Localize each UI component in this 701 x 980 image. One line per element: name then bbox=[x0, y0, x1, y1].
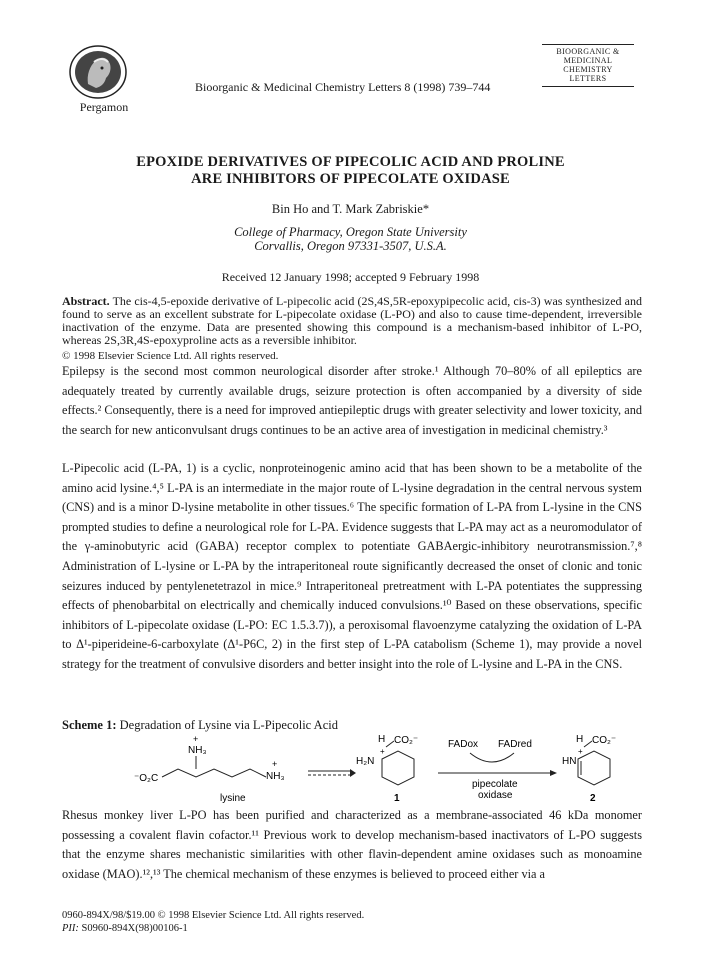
body-paragraph-3: Rhesus monkey liver L-PO has been purified and characterized as a membrane-associated 46 kDa monomer possessing a covalent flavin cofactor.¹¹ Previous work to develop mechanism-based inactivators of L-PO suggests that the enzyme shares mechanistic similarities with other flavin-dependent amine oxidases such as monoamine oxidase (MAO).¹²,¹³ The chemical mechanism of these enzymes is believed to proceed either via a bbox=[62, 808, 642, 881]
compound2-number: 2 bbox=[590, 793, 596, 803]
affiliation bbox=[0, 225, 701, 253]
body-paragraph-1: Epilepsy is the second most common neurological disorder after stroke.¹ Although 70–80% of all epileptics are adequately treated by currently available drugs, seizure protection is often accompanied by a diversity of side effects.² Consequently, there is a need for improved antiepileptic drugs with greater selectivity and lower toxicity, and the search for new anticonvulsant drugs continues to be an active area of investigation in medicinal chemistry.³ bbox=[62, 364, 642, 437]
scheme-label: Scheme 1: bbox=[62, 718, 117, 732]
footer bbox=[62, 909, 364, 935]
lysine-nh3-top: NH₃ bbox=[188, 745, 207, 756]
lysine-plus: + bbox=[193, 734, 199, 744]
enzyme-line-1: pipecolate bbox=[472, 779, 518, 790]
body-paragraph-2: L-Pipecolic acid (L-PA, 1) is a cyclic, nonproteinogenic amino acid that has been shown to be a metabolite of the amino acid lysine.⁴,⁵ L-PA is an intermediate in the major route of L-lysine degradation in the central nervous system (CNS) and is a minor D-lysine metabolite in other tissues.⁶ The specific formation of L-PA from L-lysine in the CNS prompted studies to define a neurological role for L-PA. Evidence suggests that L-PA may act as a neuromodulator of the γ-aminobutyric acid (GABA) receptor complex to potentiate GABAergic-inhibitory neurotransmission.⁷,⁸ Administration of L-lysine or L-PA by the intraperitoneal route significantly decreased the onset of clonic and tonic seizures induced by pentylenetetrazol in mice.⁹ Intraperitoneal pretreatment with L-PA potentiates the suppressing effects of phenobarbital on electrically and chemically induced convulsions.¹⁰ Based on these observations, specific inhibitors of L-pipecolate oxidase (L-PO: EC 1.5.3.7)), a peroxisomal flavoenzyme catalyzing the oxidation of L-PA to Δ¹-piperideine-6-carboxylate (Δ¹-P6C, 2) in the first step of L-PA catabolism (Scheme 1), may provide a novel strategy for the treatment of convulsive disorders and better insight into the role of L-lysine and L-PA in the CNS. bbox=[62, 461, 642, 671]
brand-line-1: BIOORGANIC & bbox=[556, 47, 620, 56]
title-line-1: EPOXIDE DERIVATIVES OF PIPECOLIC ACID AND PROLINE bbox=[136, 154, 565, 170]
compound2-plus: + bbox=[578, 747, 583, 756]
publisher-name: Pergamon bbox=[79, 100, 129, 114]
enzyme-line-2: oxidase bbox=[478, 790, 513, 801]
brand-line-2: MEDICINAL CHEMISTRY bbox=[563, 56, 613, 74]
publisher-logo bbox=[66, 44, 130, 100]
article-title bbox=[0, 154, 701, 188]
title-line-2: ARE INHIBITORS OF PIPECOLATE OXIDASE bbox=[191, 171, 510, 187]
compound2-hn: HN bbox=[562, 756, 577, 767]
scheme-diagram bbox=[120, 733, 640, 803]
compound2-h: H bbox=[576, 734, 584, 745]
footer-pii bbox=[62, 922, 364, 935]
pii-value: S0960-894X(98)00106-1 bbox=[81, 923, 188, 934]
abstract-copyright: © 1998 Elsevier Science Ltd. All rights reserved. bbox=[62, 350, 279, 362]
affiliation-line-1: College of Pharmacy, Oregon State University bbox=[234, 225, 467, 239]
footer-copyright: 0960-894X/98/$19.00 © 1998 Elsevier Science Ltd. All rights reserved. bbox=[62, 910, 365, 921]
lysine-carboxylate: ⁻O₂C bbox=[134, 773, 159, 784]
compound1-plus: + bbox=[380, 747, 385, 756]
compound1-h: H bbox=[378, 734, 386, 745]
abstract bbox=[62, 295, 642, 347]
scheme-title bbox=[62, 718, 338, 733]
pii-label: PII: bbox=[62, 923, 79, 934]
authors: Bin Ho and T. Mark Zabriskie* bbox=[271, 202, 430, 216]
fad-ox-label: FADox bbox=[448, 739, 479, 750]
journal-brand bbox=[542, 44, 634, 89]
journal-citation: Bioorganic & Medicinal Chemistry Letters 8 (1998) 739–744 bbox=[195, 80, 491, 94]
abstract-text: The cis-4,5-epoxide derivative of L-pipecolic acid (2S,4S,5R-epoxypipecolic acid, cis-3) was synthesized and found to serve as an excellent substrate for L-pipecolate oxidase (L-PO) and also to cause time-dependent, irreversible inactivation of the enzyme. Data are presented showing this compound is a mechanism-based inhibitor of L-PO, whereas 2S,3R,4S-epoxyproline acts as a reversible inhibitor. bbox=[62, 294, 642, 347]
compound1-h2n: H₂N bbox=[356, 756, 375, 767]
compound2-co2: CO₂⁻ bbox=[592, 735, 617, 746]
compound1-co2: CO₂⁻ bbox=[394, 735, 419, 746]
fad-red-label: FADred bbox=[498, 739, 532, 750]
scheme-caption: Degradation of Lysine via L-Pipecolic Acid bbox=[119, 718, 338, 732]
lysine-label: lysine bbox=[220, 793, 246, 803]
compound1-number: 1 bbox=[394, 793, 400, 803]
abstract-label: Abstract. bbox=[62, 294, 110, 308]
received-dates: Received 12 January 1998; accepted 9 February 1998 bbox=[221, 270, 480, 284]
affiliation-line-2: Corvallis, Oregon 97331-3507, U.S.A. bbox=[254, 239, 447, 253]
lysine-nh3-end: NH₃ bbox=[266, 771, 285, 782]
brand-line-3: LETTERS bbox=[569, 74, 607, 83]
lysine-plus-2: + bbox=[272, 759, 278, 769]
